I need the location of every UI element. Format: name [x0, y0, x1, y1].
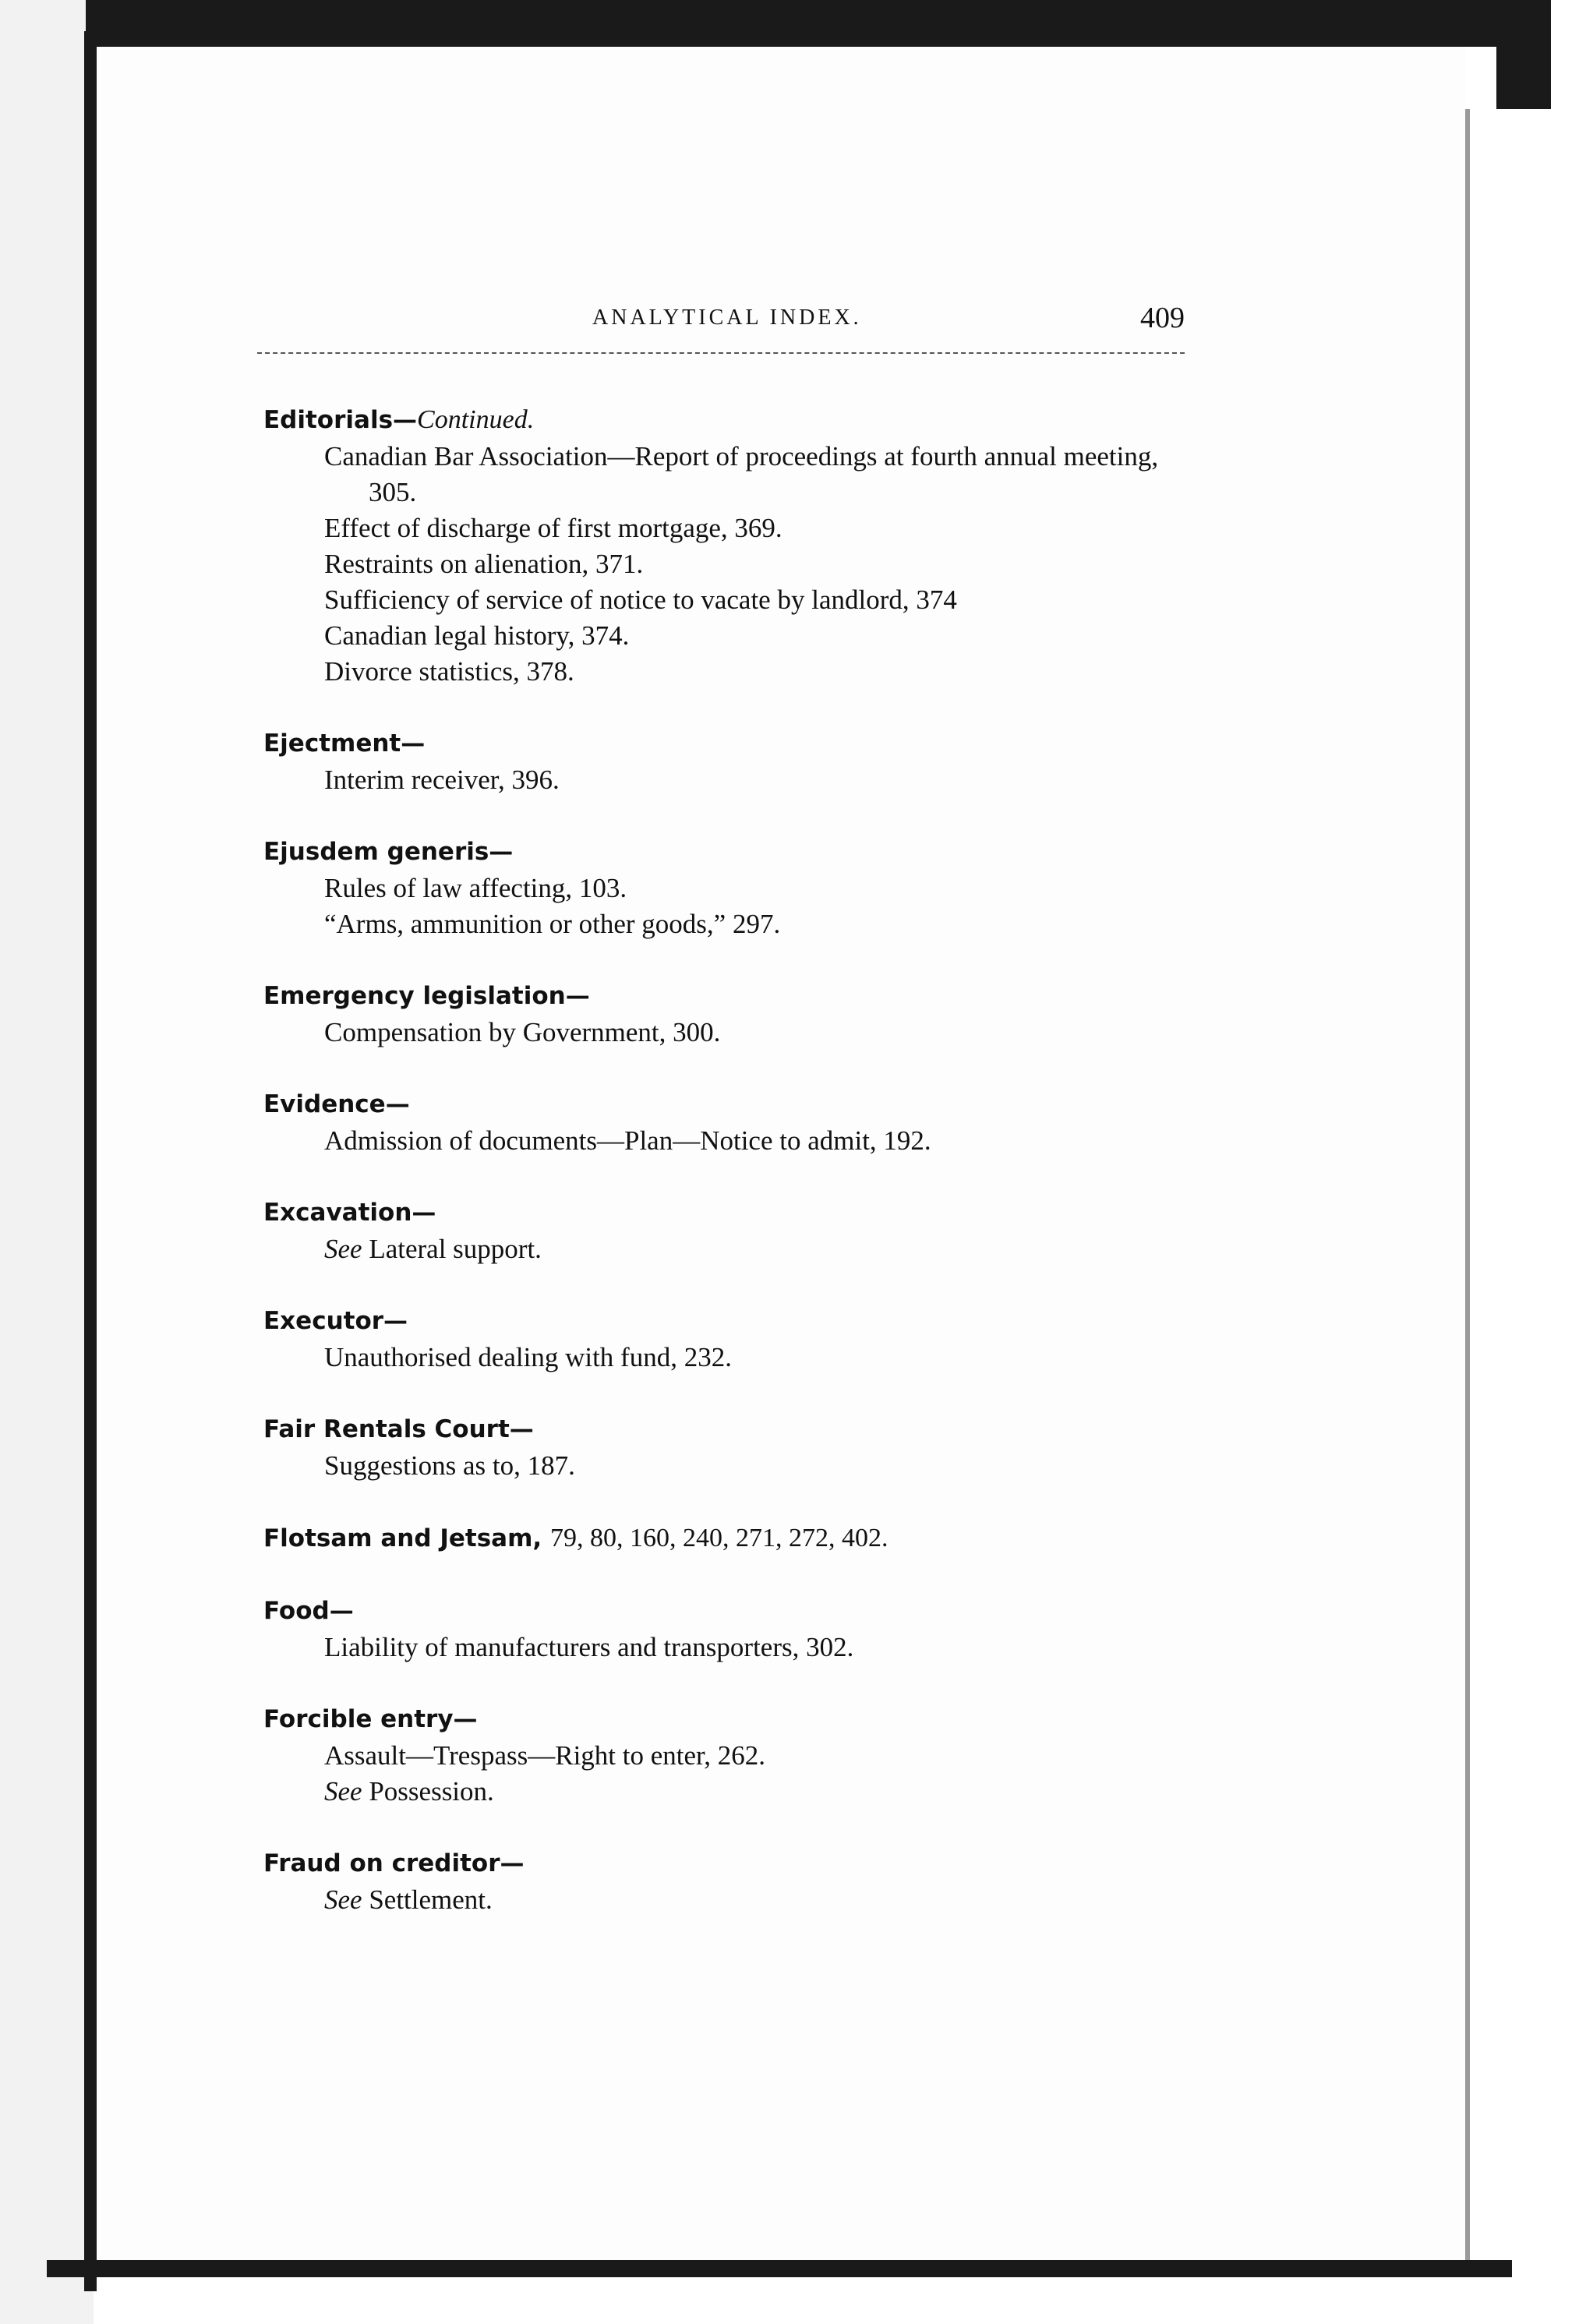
- index-entry-fraud-on-creditor: [263, 1845, 1214, 1918]
- see-label: See: [324, 1776, 362, 1807]
- entry-subitem: Suggestions as to, 187.: [324, 1450, 575, 1481]
- index-entry-forcible-entry: [263, 1701, 1214, 1810]
- entry-subitem: “Arms, ammunition or other goods,” 297.: [324, 909, 781, 939]
- see-label: See: [324, 1234, 362, 1264]
- scan-edge-bottom: [47, 2260, 1512, 2277]
- index-entry-evidence: [263, 1086, 1214, 1159]
- entry-heading: Executor—: [263, 1307, 408, 1335]
- index-entry-ejusdem-generis: [263, 834, 1214, 942]
- entry-subitem: Divorce statistics, 378.: [324, 656, 574, 687]
- see-label: See: [324, 1884, 362, 1915]
- entry-subitem: See Lateral support.: [324, 1234, 542, 1264]
- entry-subitem: Restraints on alienation, 371.: [324, 549, 644, 579]
- index-entry-editorials: [263, 401, 1214, 690]
- entry-heading: Food—: [263, 1597, 354, 1625]
- continued-label: Continued.: [417, 405, 535, 434]
- entry-heading: Editorials—Continued.: [263, 405, 535, 434]
- page-header: [257, 302, 1185, 343]
- header-rule: [257, 352, 1185, 354]
- entry-subitem: Rules of law affecting, 103.: [324, 873, 627, 903]
- entry-subitem: Unauthorised dealing with fund, 232.: [324, 1342, 732, 1372]
- entry-subitem: See Settlement.: [324, 1884, 493, 1915]
- entry-subitem: Liability of manufacturers and transporters, 302.: [324, 1632, 854, 1662]
- entry-heading: Excavation—: [263, 1199, 436, 1227]
- entry-heading: Fraud on creditor—: [263, 1849, 525, 1877]
- index-entry-excavation: [263, 1195, 1214, 1267]
- entry-subitem: Interim receiver, 396.: [324, 765, 560, 795]
- entry-heading: Forcible entry—: [263, 1705, 478, 1733]
- scan-edge-right-corner: [1496, 31, 1551, 109]
- entry-heading: Fair Rentals Court—: [263, 1415, 534, 1443]
- scan-edge-left: [84, 31, 97, 2291]
- scan-edge-right: [1465, 109, 1470, 2276]
- entry-heading: Flotsam and Jetsam, 79, 80, 160, 240, 271, 272, 402.: [263, 1524, 888, 1552]
- entry-page-refs: 79, 80, 160, 240, 271, 272, 402.: [549, 1524, 888, 1552]
- index-entry-emergency-legislation: [263, 978, 1214, 1051]
- index-entry-food: [263, 1593, 1214, 1665]
- entry-subitem: See Possession.: [324, 1776, 494, 1807]
- entry-subitem: Canadian Bar Association—Report of proceedings at fourth annual meeting, 305.: [324, 441, 1159, 507]
- index-content: [263, 401, 1214, 1954]
- entry-subitem: Effect of discharge of first mortgage, 369.: [324, 513, 782, 543]
- index-entry-executor: [263, 1303, 1214, 1376]
- entry-subitem: Assault—Trespass—Right to enter, 262.: [324, 1740, 766, 1771]
- entry-heading: Emergency legislation—: [263, 982, 590, 1010]
- entry-heading: Ejusdem generis—: [263, 838, 514, 866]
- entry-subitem: Sufficiency of service of notice to vacate by landlord, 374: [324, 585, 957, 615]
- entry-subitem: Canadian legal history, 374.: [324, 620, 630, 651]
- running-head: ANALYTICAL INDEX.: [592, 306, 862, 330]
- page-margin-left: [0, 0, 94, 2324]
- index-entry-flotsam-and-jetsam: [263, 1520, 1214, 1557]
- index-entry-fair-rentals-court: [263, 1411, 1214, 1484]
- index-entry-ejectment: [263, 726, 1214, 798]
- entry-subitem: Admission of documents—Plan—Notice to admit, 192.: [324, 1125, 931, 1156]
- entry-heading: Evidence—: [263, 1090, 410, 1118]
- entry-subitem: Compensation by Government, 300.: [324, 1017, 721, 1047]
- page-number: 409: [1140, 302, 1185, 334]
- entry-heading: Ejectment—: [263, 729, 426, 758]
- scan-edge-top: [86, 0, 1551, 47]
